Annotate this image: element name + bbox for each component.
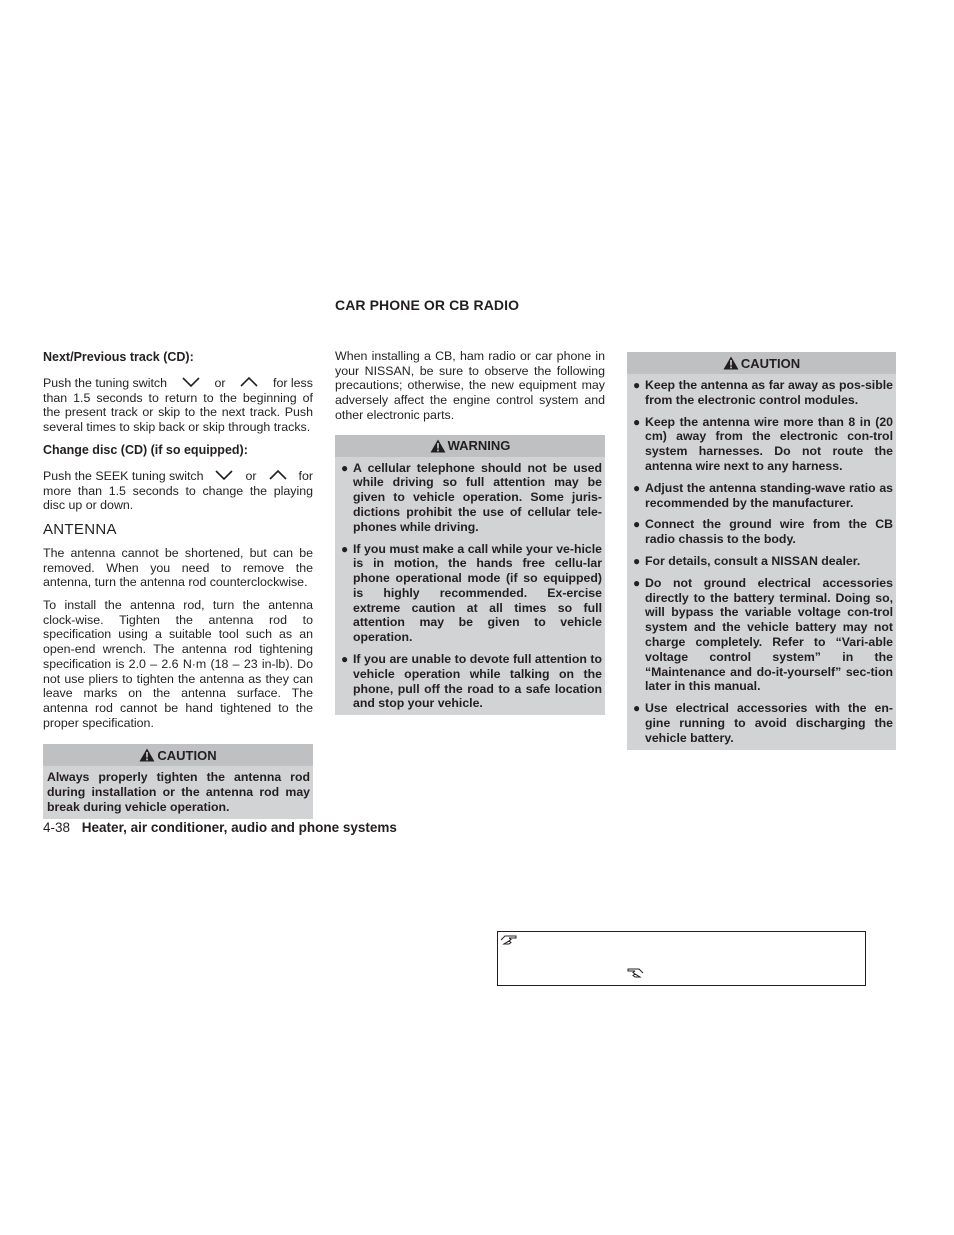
bullet: ●: [633, 553, 641, 568]
chevron-down-icon: [214, 469, 234, 481]
antenna-caution-box: [43, 744, 313, 818]
reference-box: [497, 931, 866, 986]
caution-body: [627, 374, 896, 750]
chapter-title: Heater, air conditioner, audio and phone systems: [81, 820, 397, 835]
change-disc-heading: Change disc (CD) (if so equipped):: [43, 442, 248, 457]
bullet: ●: [633, 701, 641, 716]
caution-body: [43, 766, 313, 818]
antenna-paragraph-2: To install the antenna rod, turn the antenna clock-wise. Tighten the antenna rod to specification using a suitable tool such as an open-end wrench. The antenna rod tightening specification is 2.0 – 2.6 N·m (18 – 23 in-lb). Do not use pliers to tighten the antenna as they can leave marks on the antenna surface. The antenna rod cannot be hand tightened to the proper specification.: [43, 598, 313, 730]
list-item: ● Keep the antenna as far away as pos-sible from the electronic control modules.: [633, 378, 893, 407]
bullet: ●: [633, 378, 641, 392]
list-item: ● If you must make a call while your ve-hicle is in motion, the hands free cellu-lar phone operational mode (if so equipped) is highly recommended. Ex-ercise extreme caution at all times so full attention may be given to vehicle operation.: [341, 541, 602, 645]
next-prev-rest: than 1.5 seconds to return to the beginning of the present track or skip to the next track. Push several times to skip back or skip through tracks.: [43, 390, 313, 435]
warning-triangle-icon: [723, 356, 739, 370]
bullet: ●: [633, 575, 641, 590]
bullet: ●: [341, 652, 349, 667]
caution-header: [43, 744, 313, 766]
next-prev-or: or: [214, 376, 226, 390]
column-middle: [335, 346, 605, 715]
caution-header: [627, 352, 896, 374]
antenna-paragraph-1: The antenna cannot be shortened, but can be removed. When you need to remove the antenna, turn the antenna rod counterclockwise.: [43, 545, 313, 590]
page-number: 4-38: [43, 820, 71, 835]
column-right: [627, 346, 896, 750]
change-disc-rest: more than 1.5 seconds to change the playing disc up or down.: [43, 483, 313, 513]
next-prev-line-b: for less: [273, 376, 313, 390]
warning-triangle-icon: [139, 748, 155, 762]
caution-label: CAUTION: [157, 747, 217, 763]
list-item: ● Keep the antenna wire more than 8 in (20 cm) away from the electronic con-trol system harnesses. Do not route the antenna wire next to any harness.: [633, 414, 893, 473]
list-item: ● Connect the ground wire from the CB radio chassis to the body.: [633, 517, 893, 547]
bullet: ●: [341, 541, 349, 556]
list-item: ● Do not ground electrical accessories directly to the battery terminal. Doing so, will bypass the variable voltage con-trol system and the vehicle battery may not charge completely. Refer to “Vari-able voltage control system” in the “Maintenance and do-it-yourself” sec-tion later in this manual.: [633, 575, 893, 694]
list-item: ● Use electrical accessories with the en-gine running to avoid discharging the vehicle battery.: [633, 701, 893, 745]
bullet: ●: [633, 480, 641, 495]
next-prev-first-line: [43, 376, 313, 391]
change-disc-paragraph: [43, 469, 313, 513]
change-disc-line-b: for: [298, 468, 313, 483]
bullet: ●: [341, 460, 349, 475]
list-item: ● A cellular telephone should not be used while driving so full attention may be given to vehicle operation. Some juris-dictions prohibit the use of cellular tele-phones while driving.: [341, 460, 602, 534]
warning-header: [335, 435, 605, 457]
list-item: ● If you are unable to devote full attention to vehicle operation while talking on the phone, pull off the road to a safe location and stop your vehicle.: [341, 652, 602, 711]
warning-box: [335, 435, 605, 716]
pointing-hand-icon: [500, 934, 518, 946]
bullet: ●: [633, 414, 641, 429]
bullet: ●: [633, 517, 641, 532]
list-item: ● Adjust the antenna standing-wave ratio as recommended by the manufacturer.: [633, 480, 893, 510]
warning-triangle-icon: [430, 439, 446, 453]
chevron-up-icon: [268, 469, 288, 481]
change-disc-first-line: [43, 469, 313, 484]
column-left: [43, 346, 313, 819]
chevron-down-icon: [181, 376, 201, 388]
section-title: CAR PHONE OR CB RADIO: [335, 297, 520, 313]
warning-body: [335, 457, 605, 716]
change-disc-or: or: [245, 468, 257, 483]
next-prev-paragraph: [43, 376, 313, 435]
pointing-hand-icon: [626, 967, 644, 979]
caution-text: Always properly tighten the antenna rod during installation or the antenna rod may break during vehicle operation.: [47, 770, 310, 814]
car-phone-intro: When installing a CB, ham radio or car phone in your NISSAN, be sure to observe the following precautions; otherwise, the new equipment may adversely affect the engine control system and other electronic parts.: [335, 349, 605, 422]
antenna-heading: ANTENNA: [43, 520, 117, 538]
chevron-up-icon: [239, 376, 259, 388]
change-disc-line-a: Push the SEEK tuning switch: [43, 468, 204, 483]
page-footer: [43, 820, 397, 835]
next-prev-heading: Next/Previous track (CD):: [43, 350, 194, 364]
cb-caution-box: [627, 352, 896, 750]
warning-list: [339, 461, 602, 712]
next-prev-line-a: Push the tuning switch: [43, 376, 167, 390]
caution-label: CAUTION: [740, 355, 801, 371]
warning-label: WARNING: [447, 438, 511, 454]
list-item: ● For details, consult a NISSAN dealer.: [633, 553, 861, 568]
caution-list: [631, 378, 893, 746]
